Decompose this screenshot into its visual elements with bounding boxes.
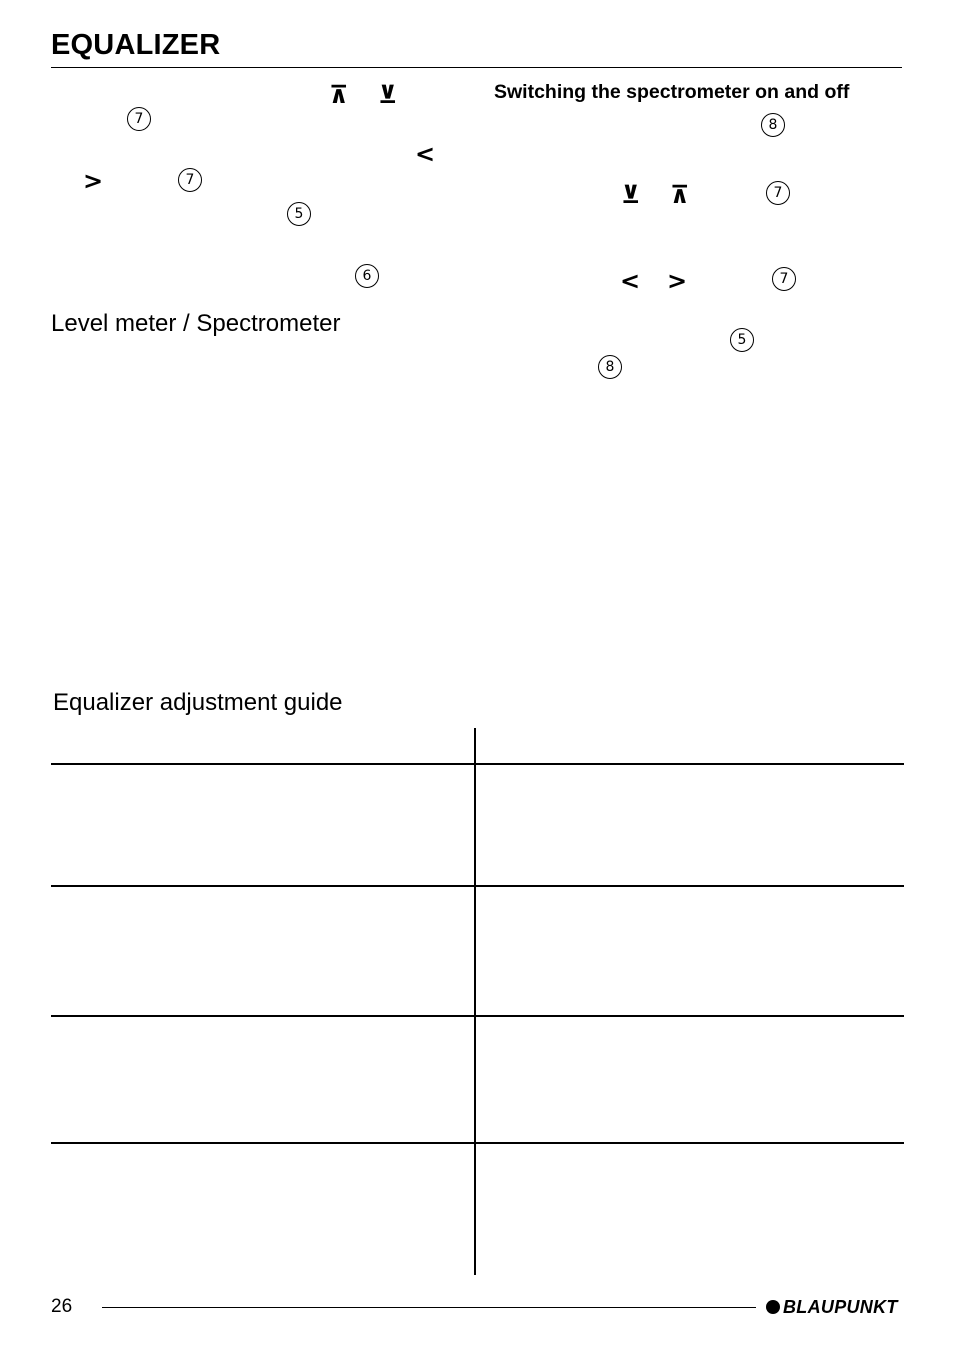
callout-ref-7: 7 [772, 267, 796, 291]
callout-ref-6: 6 [355, 264, 379, 288]
section-heading-switching: Switching the spectrometer on and off [494, 81, 850, 103]
arrow-down-icon: ⊻ [621, 181, 641, 209]
arrow-right-icon: > [667, 267, 688, 295]
table-row-divider [51, 885, 904, 887]
table-row-divider [51, 1142, 904, 1144]
callout-ref-5: 5 [730, 328, 754, 352]
callout-ref-7: 7 [127, 107, 151, 131]
callout-ref-8: 8 [598, 355, 622, 379]
callout-ref-7: 7 [766, 181, 790, 205]
arrow-right-icon: > [83, 167, 104, 195]
brand-logo-dot-icon [766, 1300, 780, 1314]
arrow-left-icon: < [620, 267, 641, 295]
title-divider [51, 67, 902, 68]
page-title: EQUALIZER [51, 29, 221, 61]
table-column-divider [474, 728, 476, 1275]
callout-ref-5: 5 [287, 202, 311, 226]
callout-ref-7: 7 [178, 168, 202, 192]
footer-divider [102, 1307, 756, 1308]
arrow-down-icon: ⊻ [378, 81, 398, 109]
section-heading-level-meter: Level meter / Spectrometer [51, 310, 341, 337]
arrow-up-icon: ⊼ [670, 181, 690, 209]
arrow-left-icon: < [415, 140, 436, 168]
table-header-rule [51, 763, 904, 765]
table-row-divider [51, 1015, 904, 1017]
arrow-up-icon: ⊼ [329, 81, 349, 109]
brand-logo: BLAUPUNKT [783, 1297, 898, 1317]
page-number: 26 [51, 1296, 73, 1317]
section-heading-guide: Equalizer adjustment guide [53, 689, 343, 716]
callout-ref-8: 8 [761, 113, 785, 137]
